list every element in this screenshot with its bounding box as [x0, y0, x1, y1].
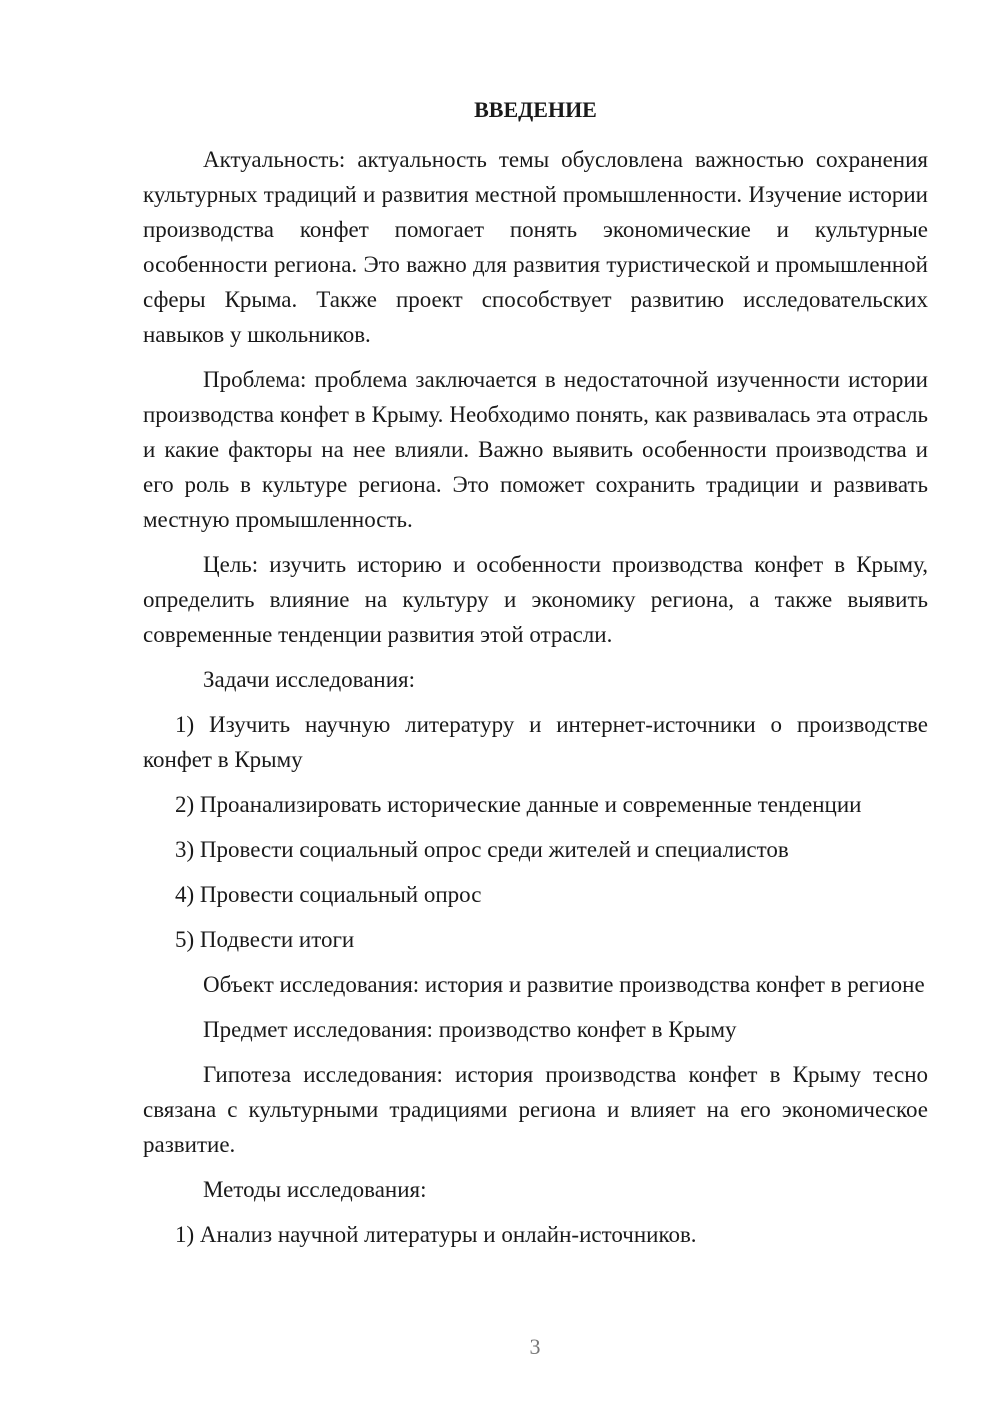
goal-paragraph: Цель: изучить историю и особенности производства конфет в Крыму, определить влияние на культуру и экономику региона, а также выявить современные тенденции развития этой отрасли. — [143, 552, 928, 647]
method-item: 1) Анализ научной литературы и онлайн-источников. — [175, 1222, 697, 1247]
subject-paragraph: Предмет исследования: производство конфет в Крыму — [203, 1017, 737, 1042]
methods-heading: Методы исследования: — [203, 1177, 427, 1202]
hypothesis-paragraph: Гипотеза исследования: история производства конфет в Крыму тесно связана с культурными традициями региона и влияет на его экономическое развитие. — [143, 1062, 928, 1157]
methods-list — [143, 1217, 928, 1252]
relevance-paragraph: Актуальность: актуальность темы обусловлена важностью сохранения культурных традиций и развития местной промышленности. Изучение истории производства конфет помогает понять экономические и культурные особенности региона. Это важно для развития туристической и промышленной сферы Крыма. Также проект способствует развитию исследовательских навыков у школьников. — [143, 147, 928, 347]
task-item: 4) Провести социальный опрос — [175, 882, 482, 907]
task-item: 5) Подвести итоги — [175, 927, 355, 952]
task-item: 3) Провести социальный опрос среди жителей и специалистов — [175, 837, 789, 862]
task-item: 2) Проанализировать исторические данные и современные тенденции — [175, 792, 862, 817]
page-number: 3 — [529, 1334, 541, 1359]
problem-paragraph: Проблема: проблема заключается в недостаточной изученности истории производства конфет в Крыму. Необходимо понять, как развивалась эта отрасль и какие факторы на нее влияли. Важно выявить особенности производства и его роль в культуре региона. Это поможет сохранить традиции и развивать местную промышленность. — [143, 367, 928, 532]
tasks-heading: Задачи исследования: — [203, 667, 416, 692]
tasks-list — [143, 707, 928, 957]
task-item: 1) Изучить научную литературу и интернет-источники о производстве конфет в Крыму — [143, 712, 928, 772]
object-paragraph: Объект исследования: история и развитие производства конфет в регионе — [203, 972, 925, 997]
document-page — [143, 94, 928, 1262]
document-title: ВВЕДЕНИЕ — [474, 97, 597, 122]
